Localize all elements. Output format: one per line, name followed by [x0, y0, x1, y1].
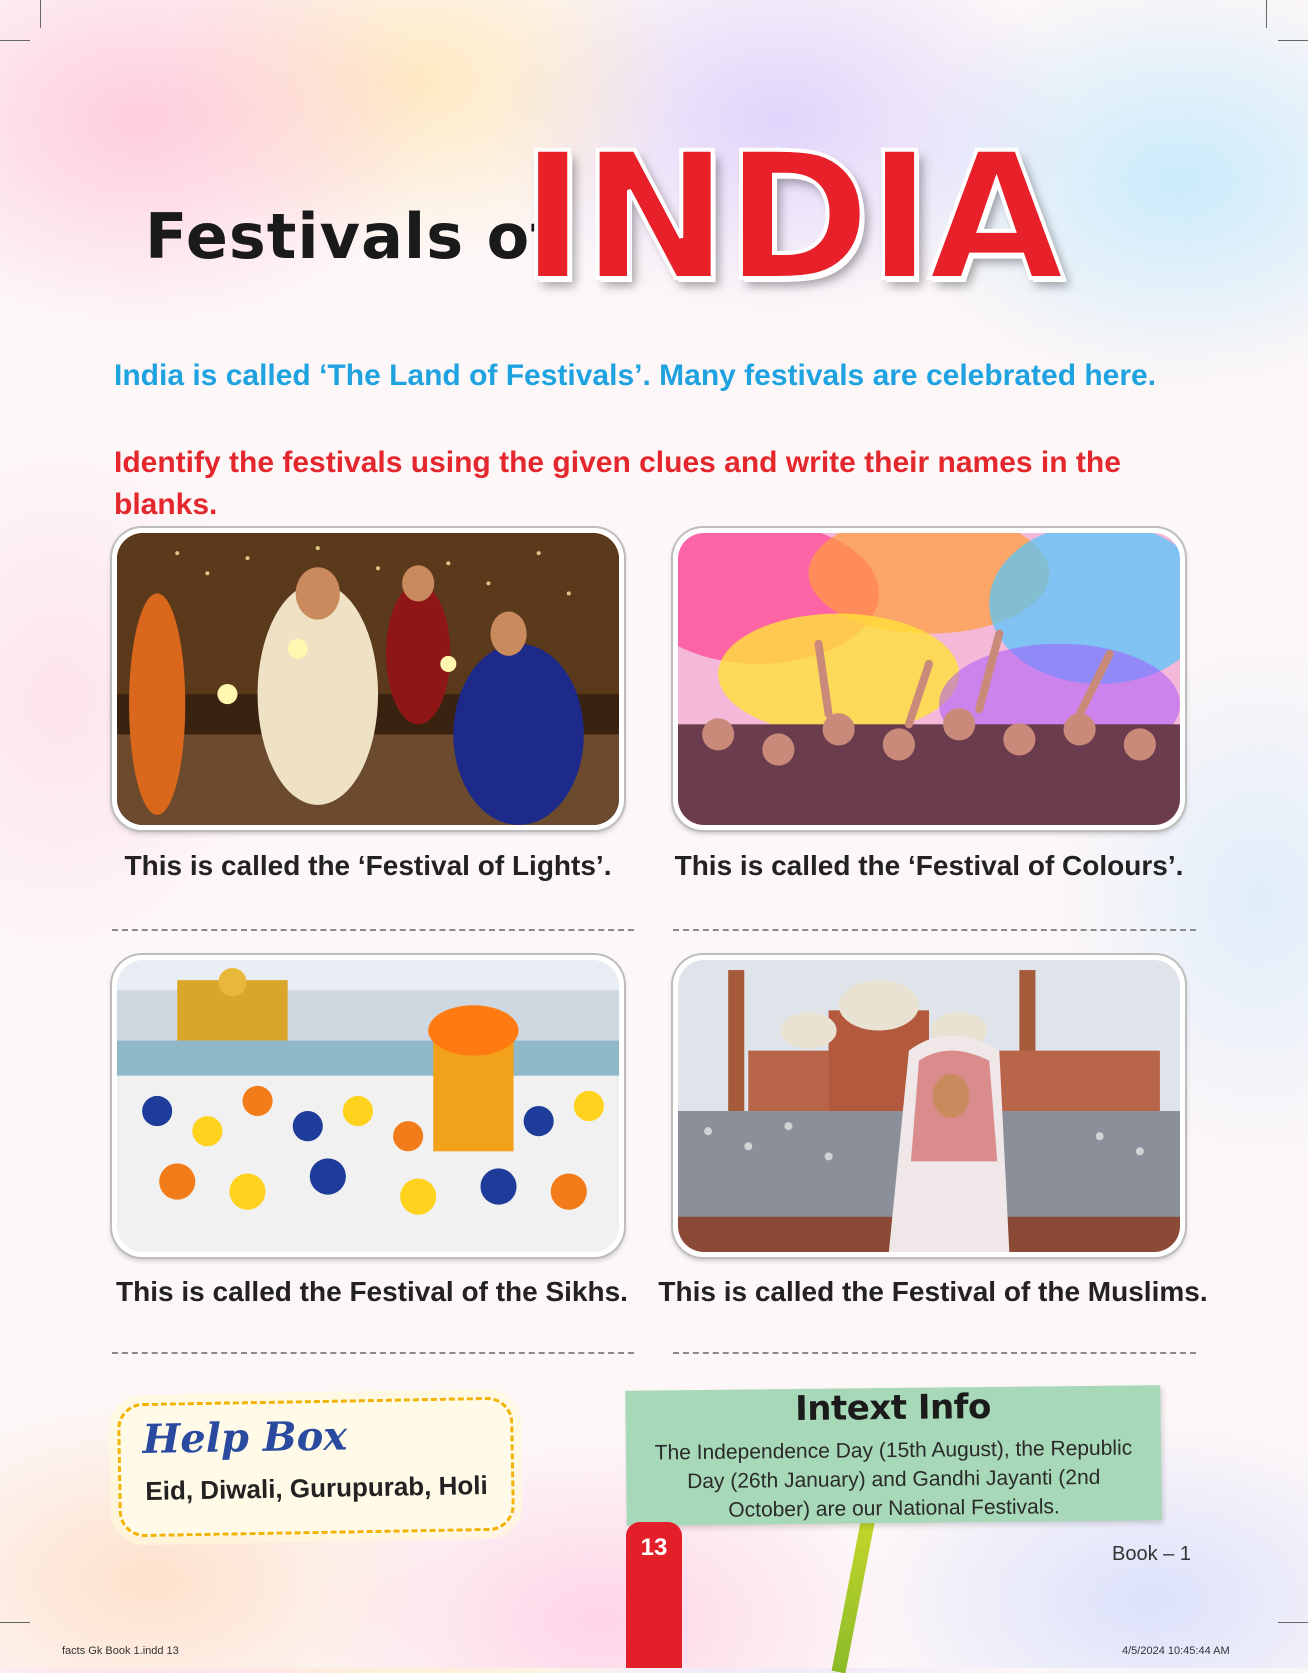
print-slug-file: facts Gk Book 1.indd 13 [62, 1645, 179, 1657]
crop-mark [1266, 0, 1267, 28]
caption-lights: This is called the ‘Festival of Lights’. [124, 850, 612, 881]
diwali-photo [112, 528, 624, 830]
caption-colours: This is called the ‘Festival of Colours’. [674, 850, 1184, 881]
page-number-tab [626, 1522, 682, 1668]
answer-blank[interactable] [112, 929, 634, 931]
intext-info-title: Intext Info [794, 1386, 992, 1430]
title-prefix: Festivals of [145, 200, 559, 273]
title-main: INDIA [520, 115, 1061, 320]
eid-photo [673, 955, 1185, 1257]
holi-photo [673, 528, 1185, 830]
crop-mark [1278, 40, 1308, 41]
caption-muslims: This is called the Festival of the Muslims. [658, 1276, 1208, 1307]
intext-info-text: The Independence Day (15th August), the Republic Day (26th January) and Gandhi Jayanti (2nd October) are our National Festivals. [654, 1436, 1133, 1522]
book-label: Book – 1 [1112, 1543, 1191, 1565]
answer-blank[interactable] [112, 1352, 634, 1354]
crop-mark [0, 1622, 30, 1623]
help-box [117, 1397, 515, 1538]
answer-blank[interactable] [673, 929, 1196, 931]
help-box-title: Help Box [142, 1412, 348, 1464]
sign-stick [832, 1514, 876, 1673]
crop-mark [0, 40, 30, 41]
help-box-words: Eid, Diwali, Gurupurab, Holi [145, 1470, 488, 1506]
intro-text: India is called ‘The Land of Festivals’. Many festivals are celebrated here. [114, 359, 1157, 392]
print-slug-date: 4/5/2024 10:45:44 AM [1122, 1645, 1230, 1657]
gurupurab-photo [112, 955, 624, 1257]
intext-info-box [625, 1385, 1161, 1526]
instruction-text: Identify the festivals using the given clues and write their names in the blanks. [114, 446, 1121, 521]
crop-mark [1278, 1622, 1308, 1623]
answer-blank[interactable] [673, 1352, 1196, 1354]
crop-mark [40, 0, 41, 28]
page-number: 13 [640, 1534, 668, 1561]
caption-sikhs: This is called the Festival of the Sikhs. [116, 1276, 628, 1307]
